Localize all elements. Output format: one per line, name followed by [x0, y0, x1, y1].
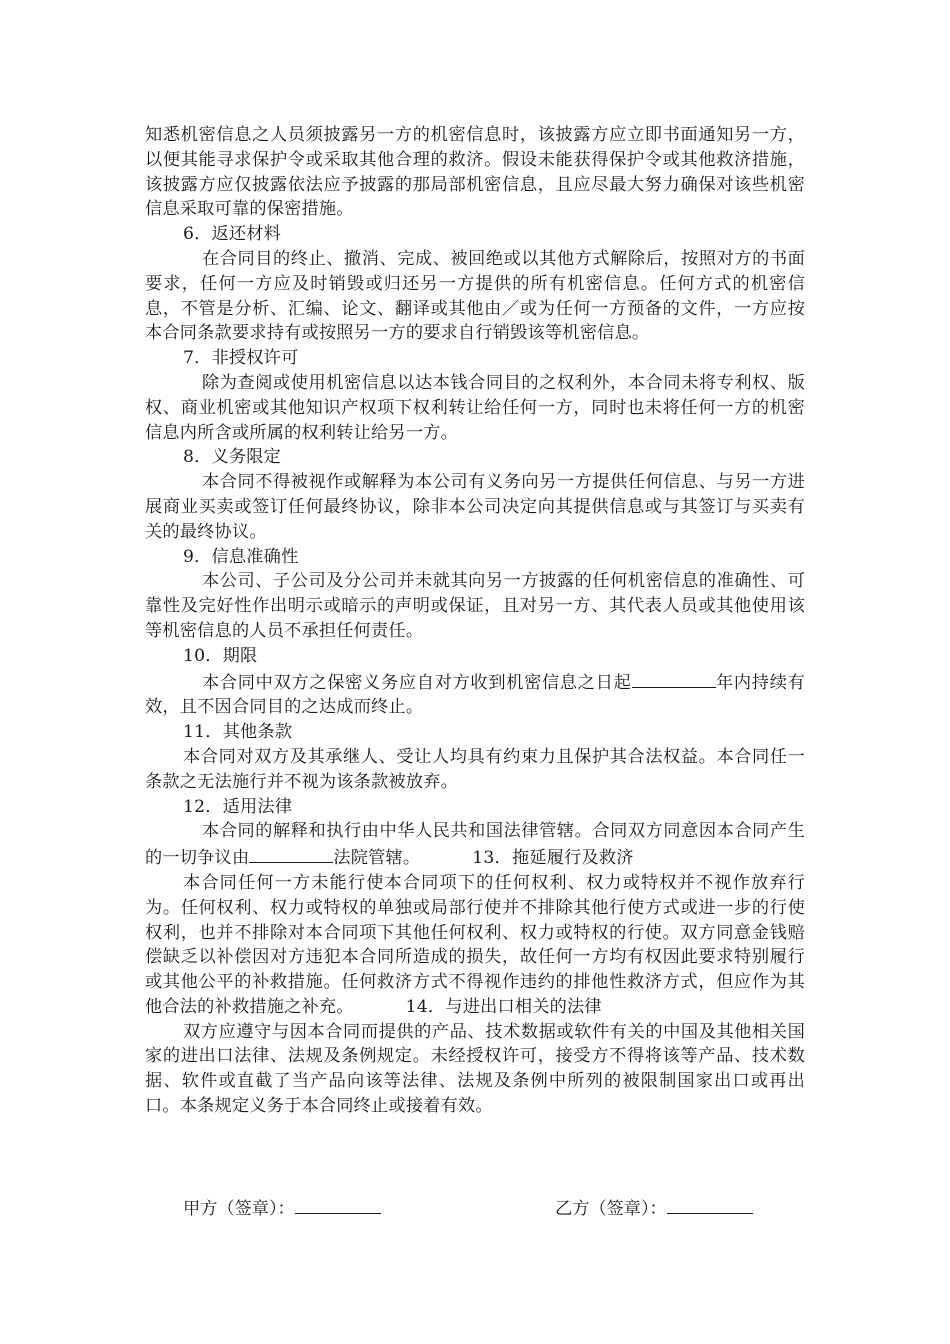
intro-paragraph: 知悉机密信息之人员须披露另一方的机密信息时，该披露方应立即书面通知另一方，以便其能寻求保护令或采取其他合理的救济。假设未能获得保护令或其他救济措施，该披露方应仅披露依法应予披露的那局部机密信息，且应尽最大努力确保对该些机密信息采取可靠的保密措施。: [145, 125, 805, 220]
term-years-blank[interactable]: [632, 669, 716, 688]
section-11-body: 本合同对双方及其承继人、受让人均具有约束力且保护其合法权益。本合同任一条款之无法施行并不视为该条款被放弃。: [145, 746, 805, 792]
section-9-heading: 9．信息准确性: [183, 546, 299, 567]
section-9-body: 本公司、子公司及分公司并未就其向另一方披露的任何机密信息的准确性、可靠性及完好性作出明示或暗示的声明或保证，且对另一方、其代表人员或其他使用该等机密信息的人员不承担任何责任。: [145, 571, 805, 641]
section-10-body-end: 年内持续有效，且不因合同目的之达成而终止。: [145, 672, 805, 718]
party-b-signature-line[interactable]: [667, 1195, 753, 1214]
section-12-body-start: 本合同的解释和执行由中华人民共和国法律管辖。合同双方同意因本合同产生的一切争议由: [145, 821, 805, 869]
section-10-body: [145, 669, 805, 721]
section-10-body-start: 本合同中双方之保密义务应自对方收到机密信息之日起: [202, 672, 632, 693]
section-7-heading: 7．非授权许可: [183, 348, 299, 369]
section-6-body: 在合同目的终止、撤消、完成、被回绝或以其他方式解除后，按照对方的书面要求，任何一方应及时销毁或归还另一方提供的所有机密信息。任何方式的机密信息，不管是分析、汇编、论文、翻译或其他由／或为任何一方预备的文件，一方应按本合同条款要求持有或按照另一方的要求自行销毁该等机密信息。: [145, 248, 805, 344]
party-b-label: 乙方（签章）：: [555, 1199, 667, 1219]
section-8-heading: 8．义务限定: [183, 447, 282, 468]
section-13-body: [145, 871, 805, 1020]
section-10-heading: 10．期限: [183, 645, 258, 666]
section-13-body-text: 本合同任何一方未能行使本合同项下的任何权利、权力或特权并不视作放弃行为。任何权利、权力或特权的单独或局部行使并不排除其他行使方式或进一步的行使权利，也并不排除对本合同项下其他任何权利、权力或特权的行使。双方同意金钱赔偿缺乏以补偿因对方违犯本合同所造成的损失，故任何一方均有权因此要求特别履行或其他公平的补救措施。任何救济方式不得视作违约的排他性救济方式，但应作为其他合法的补救措施之补充。: [145, 872, 805, 1017]
section-14-heading: 14．与进出口相关的法律: [405, 996, 602, 1017]
section-11-heading: 11．其他条款: [183, 722, 293, 743]
contract-page: [145, 123, 805, 1119]
party-a-signature-line[interactable]: [295, 1195, 381, 1214]
party-b-signature: [555, 1195, 753, 1221]
section-6-heading: 6．返还材料: [183, 224, 282, 245]
section-7-body: 除为查阅或使用机密信息以达本钱合同目的之权利外，本合同未将专利权、版权、商业机密或其他知识产权项下权利转让给任何一方，同时也未将任何一方的机密信息内所含或所属的权利转让给另一方。: [145, 372, 805, 443]
party-a-signature: [183, 1195, 381, 1221]
court-name-blank[interactable]: [249, 844, 333, 863]
section-12-body-end: 法院管辖。: [333, 848, 421, 869]
section-12-body: [145, 819, 805, 871]
section-14-body: 双方应遵守与因本合同而提供的产品、技术数据或软件有关的中国及其他相关国家的进出口法律、法规及条例规定。未经授权许可，接受方不得将该等产品、技术数据、软件或直截了当产品向该等法律、法规及条例中所列的被限制国家出口或再出口。本条规定义务于本合同终止或接着有效。: [145, 1021, 805, 1117]
section-8-body: 本合同不得被视作或解释为本公司有义务向另一方提供任何信息、与另一方进展商业买卖或签订任何最终协议，除非本公司决定向其提供信息或与其签订与买卖有关的最终协议。: [145, 472, 805, 542]
section-13-heading: 13．拖延履行及救济: [472, 848, 634, 869]
section-12-heading: 12．适用法律: [183, 796, 293, 817]
party-a-label: 甲方（签章）：: [183, 1199, 295, 1219]
